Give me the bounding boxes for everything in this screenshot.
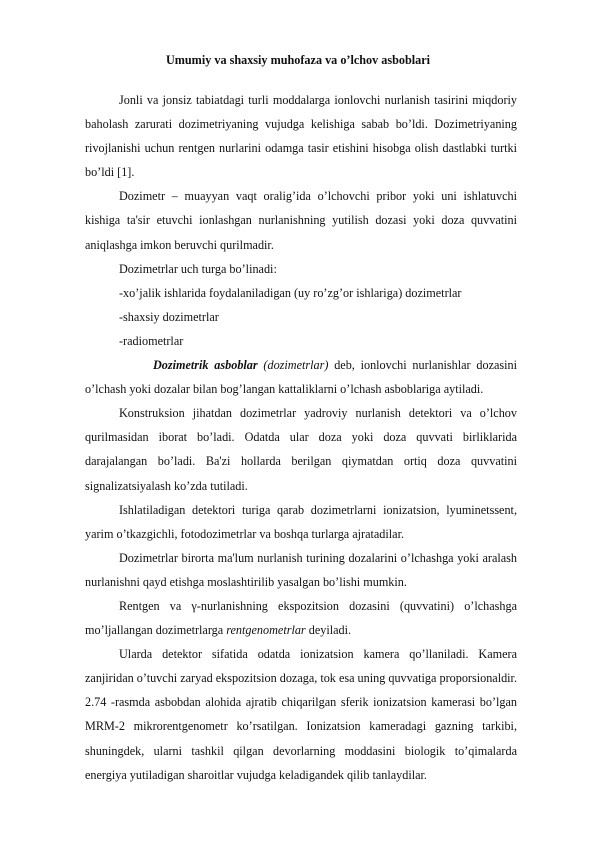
page-title: Umumiy va shaxsiy muhofaza va o’lchov asboblari <box>165 53 431 67</box>
rentgenometers-pre: Rentgen va γ-nurlanishning ekspozitsion dozasini (quvvatini) o’lchashga mo’ljallangan dozimetrlarga <box>85 598 517 638</box>
paragraph-detector-types: Ishlatiladigan detektori turiga qarab dozimetrlarni ionizatsion, lyuminetssent, yarim o’tkazgichli, fotodozimetrlar va boshqa turlarga ajratadilar. <box>85 502 517 541</box>
term-dozimetrik-asboblar: Dozimetrik asboblar <box>153 358 258 373</box>
paragraph-intro: Jonli va jonsiz tabiatdagi turli moddalarga ionlovchi nurlanish tasirini miqdoriy baholash zarurati dozimetriyaning vujudga kelishiga sabab bo’ldi. Dozimetriyaning rivojlanishi uchun rentgen nurlarini odamga tasir etishini hisobga olish dastlabki turtki bo’ldi [1]. <box>85 93 517 180</box>
paragraph-ionization-chamber: Ularda detektor sifatida odatda ionizatsion kamera qo’llaniladi. Kamera zanjiridan o’tuvchi zaryad ekspozitsion dozaga, tok esa uning quvvatiga proporsionaldir. 2.74 -rasmda asbobdan alohida ajratib chiqarilgan sferik ionizatsion kamerasi bo’lgan MRM-2 mikrorentgenometr ko’rsatilgan. Ionizatsion kameradagi gazning tarkibi, shuningdek, ularni tashkil qilgan devorlarning moddasini biologik to’qimalarda energiya yutiladigan sharoitlar vujudga keladigandek qilib tanlaydilar. <box>85 647 517 782</box>
paragraph-dosimetric-rest: deb, ionlovchi nurlanishlar dozasini o’lchash yoki dozalar bilan bog’langan kattaliklarni o’lchash asboblariga aytiladi. <box>85 358 518 397</box>
paragraph-types-intro: Dozimetrlar uch turga bo’linadi: <box>119 261 277 276</box>
list-item-radiometers: -radiometrlar <box>119 333 184 348</box>
paragraph-construction: Konstruksion jihatdan dozimetrlar yadroviy nurlanish detektori va o’lchov qurilmasidan iborat bo’ladi. Odatda ular doza yoki doza quvvati birliklarida darajalangan bo’ladi. Ba'zi hollarda berilgan qiymatdan ortiq doza quvvatini signalizatsiyalash ko’zda tutiladi. <box>85 406 517 493</box>
paragraph-rentgenometers <box>85 594 517 642</box>
paragraph-dosimetric-instruments <box>85 353 517 401</box>
paragraph-dozimetr-definition: Dozimetr – muayyan vaqt oralig’ida o’lchovchi pribor yoki uni ishlatuvchi kishiga ta'sir etuvchi ionlashgan nurlanishning yutilish dozasi yoki doza quvvatini aniqlashga imkon beruvchi qurilmadir. <box>85 189 517 252</box>
list-item-household: -xo’jalik ishlarida foydalaniladigan (uy ro’zg’or ishlariga) dozimetrlar <box>119 285 462 300</box>
document-body <box>85 88 517 787</box>
paragraph-radiation-types: Dozimetrlar birorta ma'lum nurlanish turining dozalarini o’lchashga yoki aralash nurlanishni qayd etishga moslashtirilib yasalgan bo’lishi mumkin. <box>85 550 517 589</box>
term-dozimetrlar: (dozimetrlar) <box>263 358 329 373</box>
rentgenometers-post: deyiladi. <box>305 623 352 638</box>
term-rentgenometrlar: rentgenometrlar <box>226 623 306 638</box>
list-item-personal: -shaxsiy dozimetrlar <box>119 309 219 324</box>
